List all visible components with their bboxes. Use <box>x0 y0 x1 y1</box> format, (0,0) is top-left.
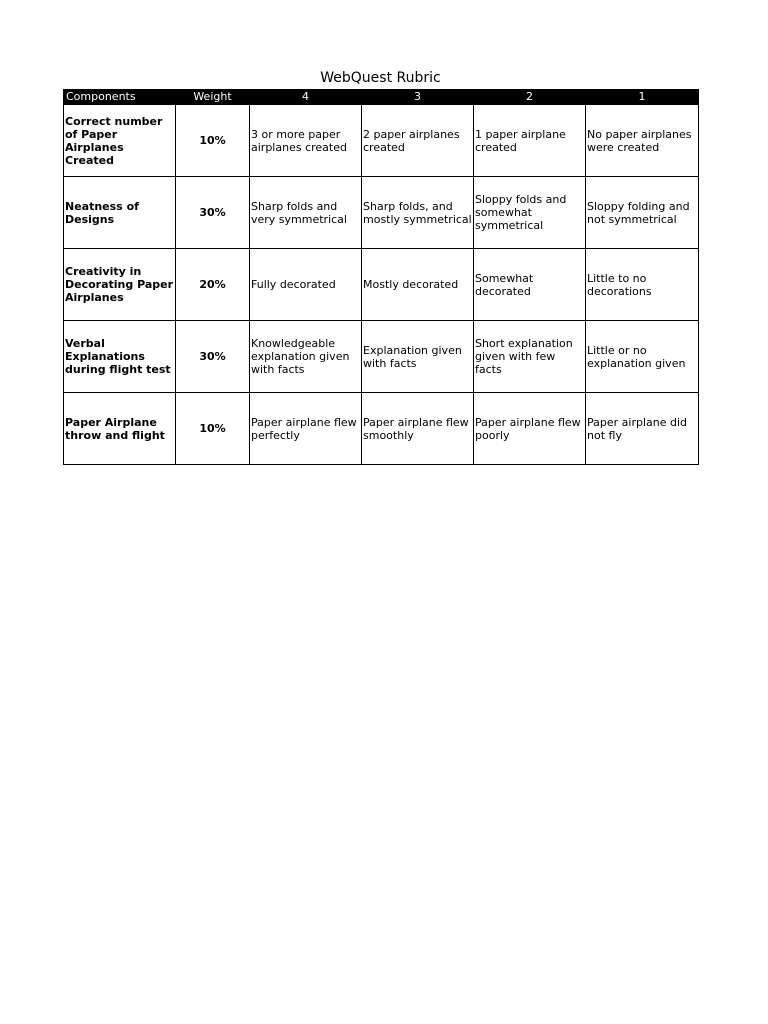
score-1-cell: Paper airplane did not fly <box>586 393 699 465</box>
score-1-cell: Little or no explanation given <box>586 321 699 393</box>
header-score-1: 1 <box>586 90 699 105</box>
header-weight: Weight <box>176 90 250 105</box>
component-cell: Correct number of Paper Airplanes Created <box>64 105 176 177</box>
score-4-cell: Fully decorated <box>250 249 362 321</box>
score-4-cell: Paper airplane flew perfectly <box>250 393 362 465</box>
header-score-4: 4 <box>250 90 362 105</box>
header-score-3: 3 <box>362 90 474 105</box>
component-cell: Neatness of Designs <box>64 177 176 249</box>
page-title: WebQuest Rubric <box>320 70 441 86</box>
component-cell: Paper Airplane throw and flight <box>64 393 176 465</box>
score-1-cell: Little to no decorations <box>586 249 699 321</box>
rubric-table <box>63 89 699 465</box>
score-2-cell: Sloppy folds and somewhat symmetrical <box>474 177 586 249</box>
score-2-cell: 1 paper airplane created <box>474 105 586 177</box>
score-4-cell: Knowledgeable explanation given with facts <box>250 321 362 393</box>
score-2-cell: Paper airplane flew poorly <box>474 393 586 465</box>
score-2-cell: Somewhat decorated <box>474 249 586 321</box>
table-row <box>64 105 699 177</box>
weight-cell: 10% <box>176 105 250 177</box>
component-cell: Creativity in Decorating Paper Airplanes <box>64 249 176 321</box>
score-3-cell: Sharp folds, and mostly symmetrical <box>362 177 474 249</box>
table-row <box>64 249 699 321</box>
score-3-cell: Explanation given with facts <box>362 321 474 393</box>
score-4-cell: Sharp folds and very symmetrical <box>250 177 362 249</box>
score-3-cell: Paper airplane flew smoothly <box>362 393 474 465</box>
score-3-cell: Mostly decorated <box>362 249 474 321</box>
score-3-cell: 2 paper airplanes created <box>362 105 474 177</box>
table-row <box>64 321 699 393</box>
weight-cell: 10% <box>176 393 250 465</box>
header-score-2: 2 <box>474 90 586 105</box>
score-1-cell: No paper airplanes were created <box>586 105 699 177</box>
component-cell: Verbal Explanations during flight test <box>64 321 176 393</box>
score-2-cell: Short explanation given with few facts <box>474 321 586 393</box>
header-row <box>64 90 699 105</box>
weight-cell: 30% <box>176 321 250 393</box>
weight-cell: 30% <box>176 177 250 249</box>
header-components: Components <box>64 90 176 105</box>
table-row <box>64 177 699 249</box>
table-row <box>64 393 699 465</box>
score-1-cell: Sloppy folding and not symmetrical <box>586 177 699 249</box>
score-4-cell: 3 or more paper airplanes created <box>250 105 362 177</box>
weight-cell: 20% <box>176 249 250 321</box>
